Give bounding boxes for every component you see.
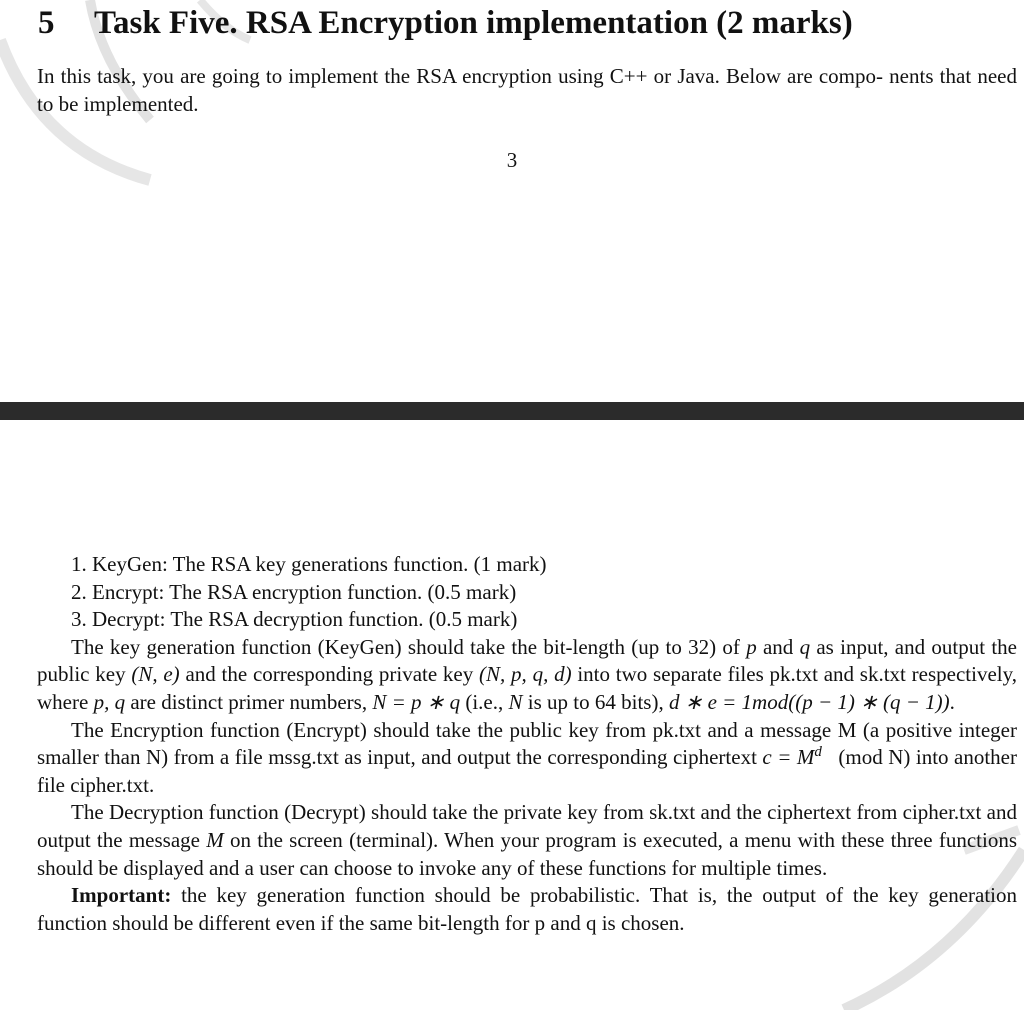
important-label: Important: [71,883,172,908]
page-break-divider [0,402,1024,420]
decrypt-paragraph: The Decryption function (Decrypt) should take the private key from sk.txt and the ciphertext from cipher.txt and output the message M on the screen (terminal). When your program is executed, a menu with these three functions should be displayed and a user can choose to invoke any of these functions for multiple times. [37,800,1017,880]
list-item: 2. Encrypt: The RSA encryption function. (0.5 mark) [71,579,517,604]
list-item: 3. Decrypt: The RSA decryption function. (0.5 mark) [71,607,518,632]
important-paragraph: Important: the key generation function should be probabilistic. That is, the output of the key generation function should be different even if the same bit-length for p and q is chosen. [37,883,1017,935]
encrypt-paragraph: The Encryption function (Encrypt) should take the public key from pk.txt and a message M (a positive integer smaller than N) from a file mssg.txt as input, and output the corresponding ciphertext $c = M^d$ (mod N) into another file cipher.txt. [37,717,1018,797]
section-number: 5 [38,5,55,41]
keygen-paragraph: The key generation function (KeyGen) should take the bit-length (up to 32) of p and q as input, and output the public key (N, e) and the corresponding private key (N, p, q, d) into two separate files pk.txt and sk.txt respectively, where p, q are distinct primer numbers, N = p ∗ q (i.e., N is up to 64 bits), d ∗ e = 1mod((p − 1) ∗ (q − 1)). [37,634,1018,714]
intro-paragraph: In this task, you are going to implement the RSA encryption using C++ or Java. Below are compo- nents that need to be implemented. [37,64,1017,116]
task-body [37,551,1017,937]
list-item: 1. KeyGen: The RSA key generations function. (1 mark) [71,552,547,576]
section-title: Task Five. RSA Encryption implementation (2 marks) [94,5,853,41]
page-number: 3 [506,148,518,172]
components-list [37,551,1017,634]
section-heading [38,4,853,42]
